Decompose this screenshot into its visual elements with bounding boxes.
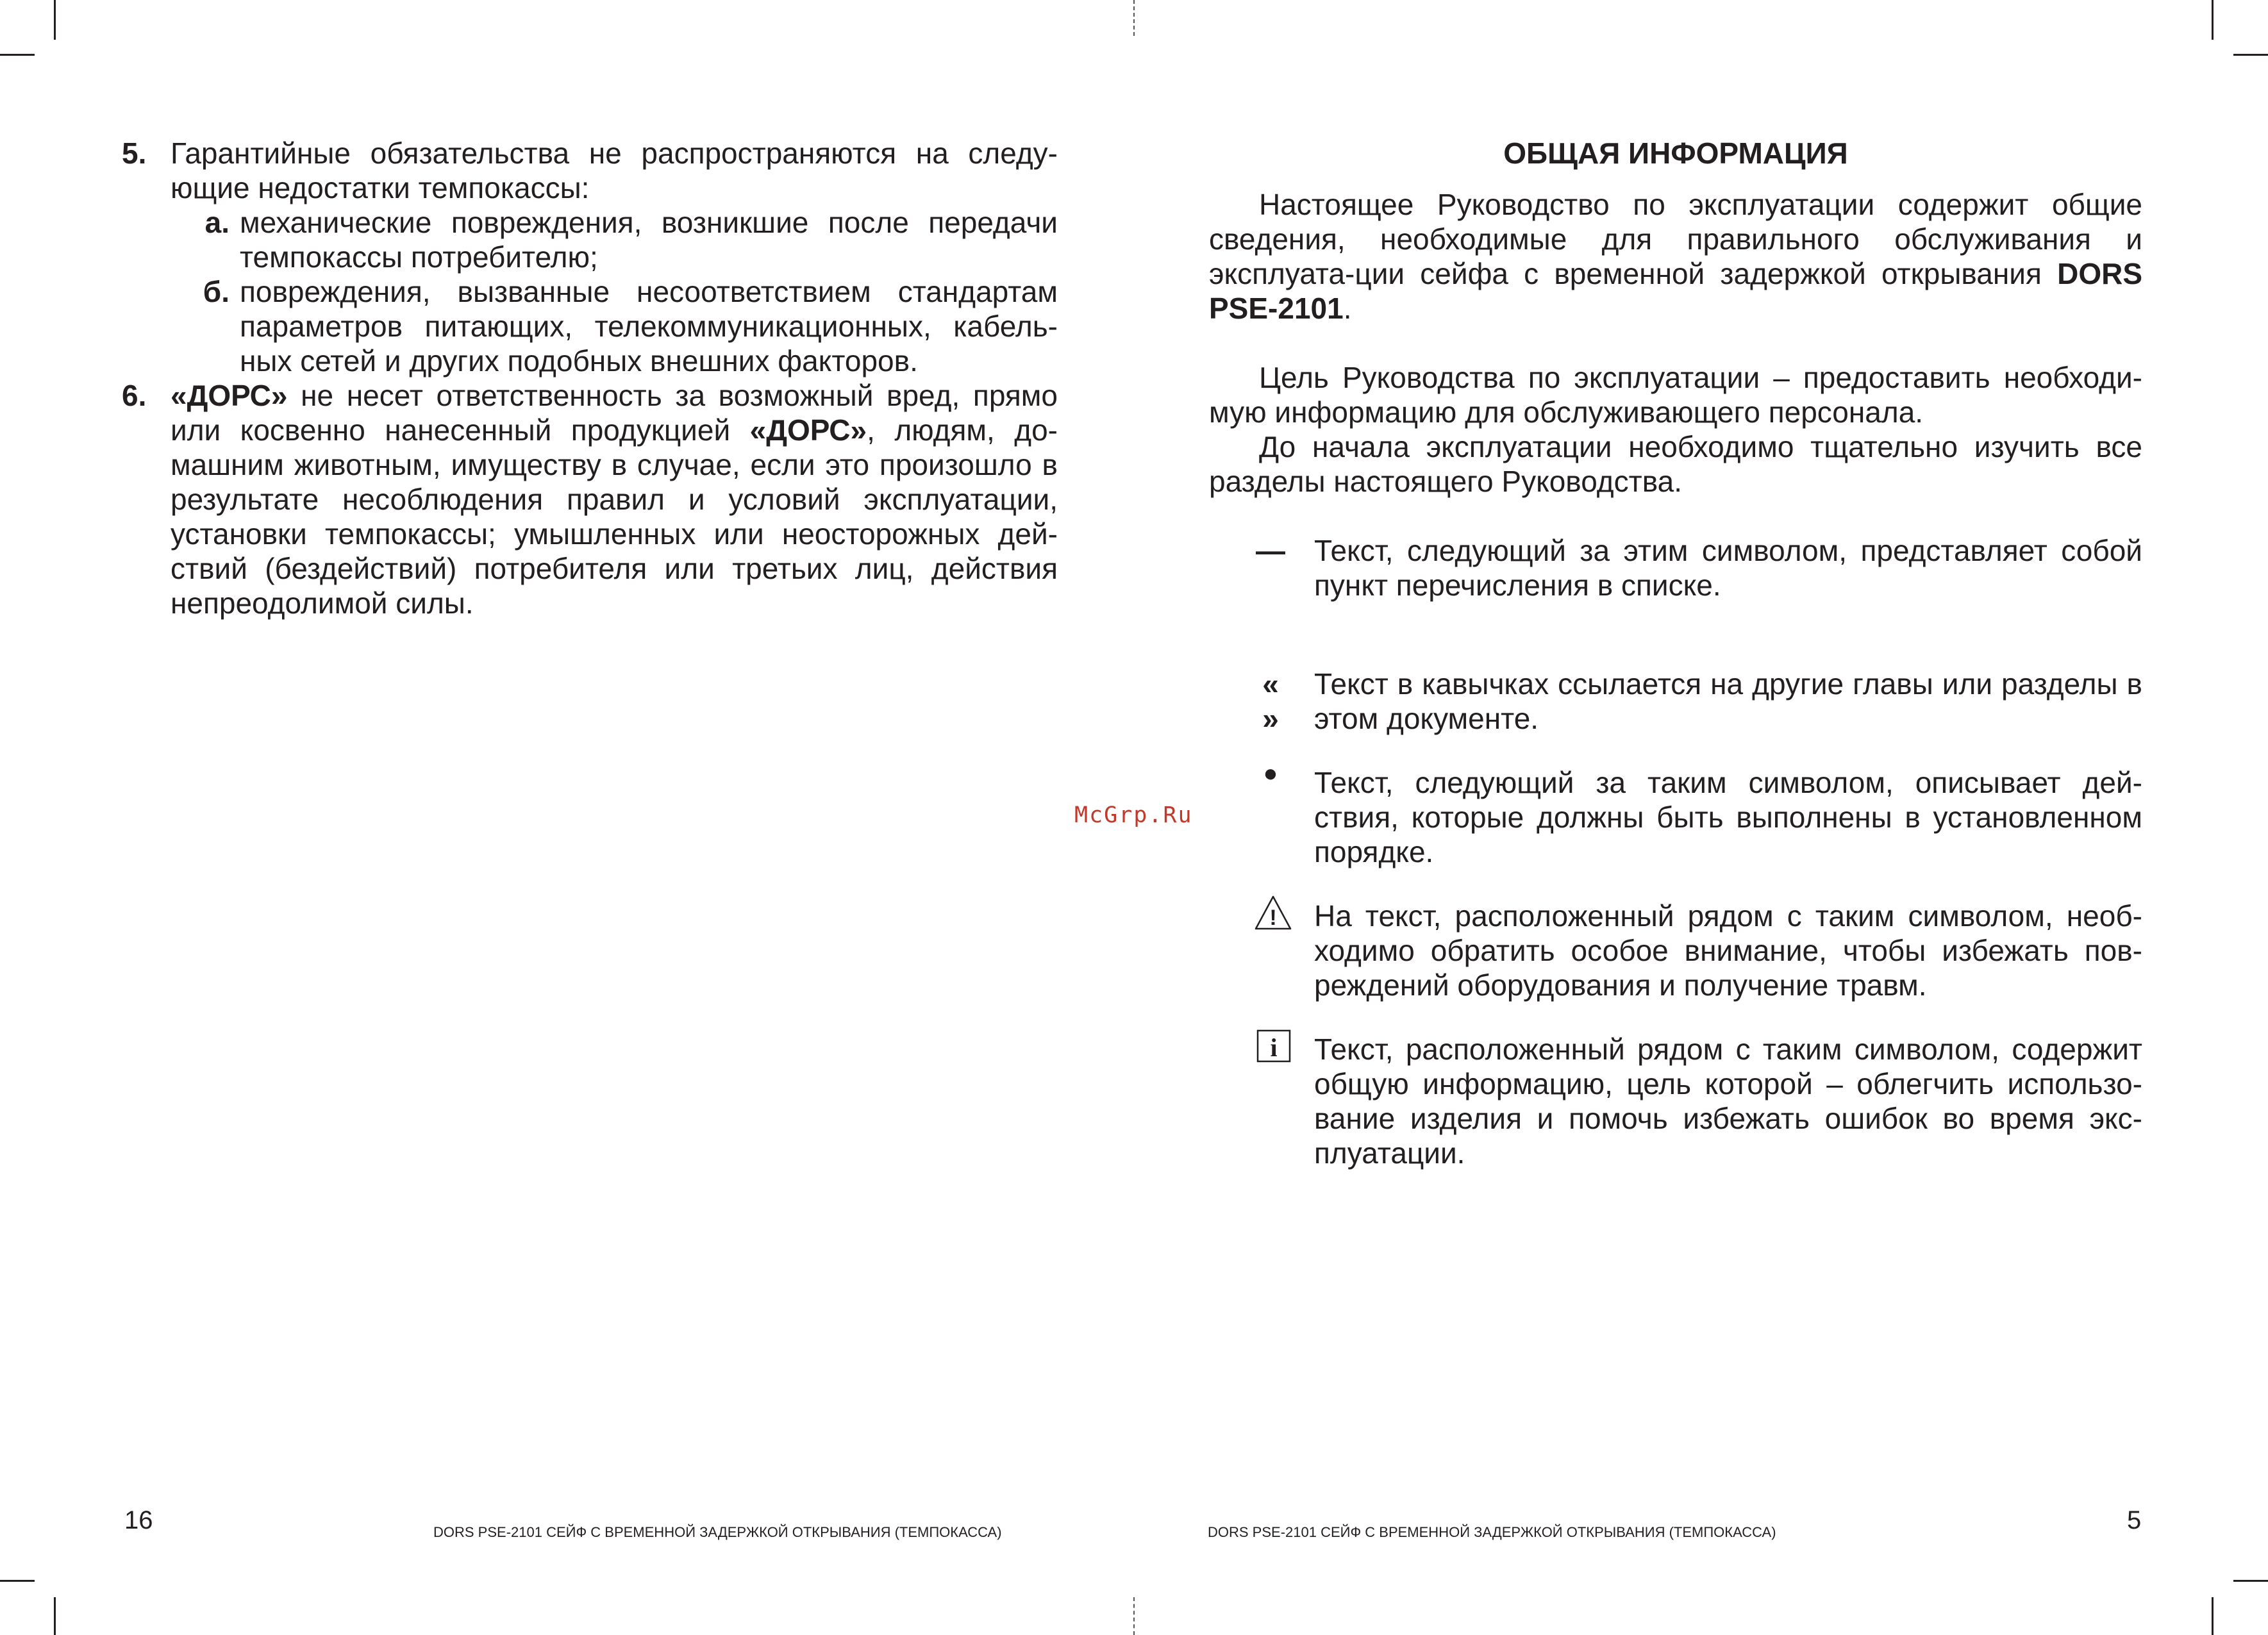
crop-mark bbox=[54, 0, 56, 40]
right-page-body bbox=[1209, 136, 2142, 1170]
left-page-body bbox=[122, 136, 1058, 620]
symbol-row-warning bbox=[1209, 899, 2142, 1002]
symbol-row-quotes bbox=[1209, 667, 2142, 736]
quotes-symbol: « » bbox=[1262, 667, 1279, 735]
fold-mark bbox=[1133, 1597, 1135, 1635]
svg-text:!: ! bbox=[1269, 906, 1277, 930]
symbol-description: Текст, следующий за таким символом, описывает дей-ствия, которые должны быть выполнены в установленном порядке. bbox=[1314, 766, 2142, 868]
symbol-description: Текст, следующий за этим символом, представляет собой пункт перечисления в списке. bbox=[1314, 534, 2142, 602]
symbol-row-bullet bbox=[1209, 760, 2142, 869]
left-page-number: 16 bbox=[124, 1506, 153, 1534]
symbol-description: Текст в кавычках ссылается на другие главы или разделы в этом документе. bbox=[1314, 667, 2142, 735]
warranty-item-5 bbox=[122, 136, 1058, 205]
item-text: , людям, до-машним животным, имуществу в случае, если это произошло в результате несоблюдения правил и условий эксплуатации, установки темпокассы; умышленных или неосторожных дей-ствий (бездействий) потребителя или третьих лиц, действия непреодолимой силы. bbox=[171, 413, 1058, 620]
crop-mark bbox=[2212, 0, 2214, 40]
subitem-list bbox=[122, 205, 1058, 378]
section-heading: ОБЩАЯ ИНФОРМАЦИЯ bbox=[1503, 137, 1848, 170]
item-text: не несет ответственность за возможный вред, прямо или косвенно нанесенный продукцией bbox=[171, 379, 1058, 447]
right-page-number: 5 bbox=[2127, 1506, 2142, 1534]
crop-mark bbox=[2212, 1597, 2214, 1635]
liability-item-6 bbox=[122, 378, 1058, 620]
before-use-paragraph: До начала эксплуатации необходимо тщательно изучить все разделы настоящего Руководства. bbox=[1209, 430, 2142, 498]
crop-mark bbox=[2233, 1580, 2268, 1582]
intro-paragraph bbox=[1209, 187, 2142, 326]
subitem-letter: б. bbox=[203, 275, 229, 308]
symbol-row-dash bbox=[1209, 533, 2142, 602]
subitem-text: механические повреждения, возникшие после передачи темпокассы потребителю; bbox=[240, 206, 1058, 274]
watermark: McGrp.Ru bbox=[1074, 802, 1193, 828]
subitem-a bbox=[171, 205, 1058, 274]
crop-mark bbox=[2233, 54, 2268, 56]
symbol-description: На текст, расположенный рядом с таким символом, необ-ходимо обратить особое внимание, чтобы избежать пов-реждений оборудования и получение травм. bbox=[1314, 899, 2142, 1002]
purpose-paragraph: Цель Руководства по эксплуатации – предоставить необходи-мую информацию для обслуживающего персонала. bbox=[1209, 361, 2142, 429]
left-page-footer: DORS PSE-2101 СЕЙФ С ВРЕМЕННОЙ ЗАДЕРЖКОЙ ОТКРЫВАНИЯ (ТЕМПОКАССА) bbox=[433, 1524, 1002, 1540]
symbol-row-info bbox=[1209, 1032, 2142, 1170]
item-number: 6. bbox=[122, 379, 147, 412]
crop-mark bbox=[54, 1597, 56, 1635]
intro-text: Настоящее Руководство по эксплуатации содержит общие сведения, необходимые для правильного обслуживания и эксплуата-ции сейфа с временной задержкой открывания bbox=[1209, 188, 2142, 290]
crop-mark bbox=[0, 1580, 35, 1582]
item-text: Гарантийные обязательства не распространяются на следу-ющие недостатки темпокассы: bbox=[171, 137, 1058, 204]
right-page-footer: DORS PSE-2101 СЕЙФ С ВРЕМЕННОЙ ЗАДЕРЖКОЙ ОТКРЫВАНИЯ (ТЕМПОКАССА) bbox=[1208, 1524, 1776, 1540]
info-box-icon bbox=[1256, 1029, 1291, 1070]
brand-name: «ДОРС» bbox=[749, 413, 867, 447]
intro-end: . bbox=[1343, 292, 1352, 325]
model-name: DORS PSE-2101 bbox=[1209, 257, 2142, 325]
svg-text:i: i bbox=[1270, 1033, 1278, 1062]
symbol-description: Текст, расположенный рядом с таким символом, содержит общую информацию, цель которой – облегчить использо-вание изделия и помочь избежать ошибок во время экс-плуатации. bbox=[1314, 1033, 2142, 1170]
bullet-icon: ● bbox=[1263, 760, 1278, 787]
fold-mark bbox=[1133, 0, 1135, 36]
subitem-b bbox=[171, 274, 1058, 378]
crop-mark bbox=[0, 54, 35, 56]
dash-symbol: — bbox=[1256, 534, 1285, 567]
brand-name: «ДОРС» bbox=[171, 379, 288, 412]
warning-triangle-icon bbox=[1254, 895, 1292, 938]
item-number: 5. bbox=[122, 137, 147, 170]
subitem-letter: а. bbox=[204, 206, 229, 239]
subitem-text: повреждения, вызванные несоответствием стандартам параметров питающих, телекоммуникационных, кабель-ных сетей и других подобных внешних факторов. bbox=[240, 275, 1058, 378]
